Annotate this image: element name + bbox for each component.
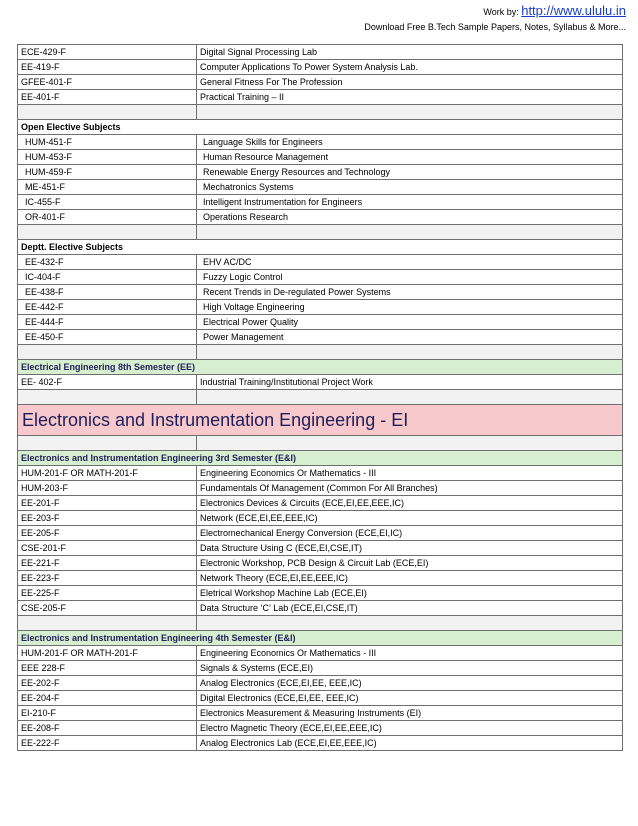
subject-code: HUM-201-F OR MATH-201-F [18,646,197,661]
semester-heading: Electronics and Instrumentation Engineering 4th Semester (E&I) [18,631,623,646]
subject-name: Engineering Economics Or Mathematics - III [197,466,623,481]
semester-heading-row [18,451,623,466]
subject-code: EE-450-F [18,330,197,345]
blank-cell [197,225,623,240]
subject-row [18,556,623,571]
subject-name: Network (ECE,EI,EE,EEE,IC) [197,511,623,526]
subject-name: Electro Magnetic Theory (ECE,EI,EE,EEE,IC) [197,721,623,736]
blank-cell [18,390,197,405]
blank-cell [197,390,623,405]
subject-name: Renewable Energy Resources and Technology [197,165,623,180]
subject-code: HUM-459-F [18,165,197,180]
subject-code: EE-208-F [18,721,197,736]
subject-row [18,706,623,721]
header-credit [364,3,626,19]
subject-row [18,586,623,601]
subject-code: EE-221-F [18,556,197,571]
blank-row [18,345,623,360]
subject-code: EE-202-F [18,676,197,691]
semester-heading-row [18,631,623,646]
subject-code: OR-401-F [18,210,197,225]
section-heading: Deptt. Elective Subjects [18,240,623,255]
subject-name: Eletrical Workshop Machine Lab (ECE,EI) [197,586,623,601]
subject-row [18,481,623,496]
subject-code: HUM-451-F [18,135,197,150]
subject-row [18,315,623,330]
subject-row [18,571,623,586]
subject-name: Electronics Measurement & Measuring Instruments (EI) [197,706,623,721]
subject-code: EE-432-F [18,255,197,270]
subject-name: Digital Signal Processing Lab [197,45,623,60]
semester-heading: Electronics and Instrumentation Engineering 3rd Semester (E&I) [18,451,623,466]
subject-name: Practical Training – II [197,90,623,105]
subject-row [18,375,623,390]
subject-code: GFEE-401-F [18,75,197,90]
subject-code: ECE-429-F [18,45,197,60]
page-header [364,3,626,32]
subject-row [18,180,623,195]
subject-code: EE-223-F [18,571,197,586]
semester-heading: Electrical Engineering 8th Semester (EE) [18,360,623,375]
subject-row [18,45,623,60]
subject-name: Electrical Power Quality [197,315,623,330]
subject-name: General Fitness For The Profession [197,75,623,90]
blank-row [18,105,623,120]
blank-cell [18,105,197,120]
blank-cell [18,616,197,631]
subject-name: Mechatronics Systems [197,180,623,195]
subject-row [18,601,623,616]
subject-row [18,210,623,225]
subject-name: EHV AC/DC [197,255,623,270]
subject-name: Analog Electronics (ECE,EI,EE, EEE,IC) [197,676,623,691]
subject-code: EE-203-F [18,511,197,526]
subject-name: Electronics Devices & Circuits (ECE,EI,EE,EEE,IC) [197,496,623,511]
header-subtitle: Download Free B.Tech Sample Papers, Notes, Syllabus & More... [364,21,626,32]
subject-name: Recent Trends in De-regulated Power Systems [197,285,623,300]
blank-cell [197,436,623,451]
subject-row [18,646,623,661]
blank-cell [18,436,197,451]
subject-code: CSE-201-F [18,541,197,556]
section-heading: Open Elective Subjects [18,120,623,135]
subject-name: Fuzzy Logic Control [197,270,623,285]
subject-row [18,526,623,541]
subject-row [18,255,623,270]
subject-code: EE-442-F [18,300,197,315]
subject-code: CSE-205-F [18,601,197,616]
subject-code: EI-210-F [18,706,197,721]
subject-row [18,466,623,481]
subject-code: EEE 228-F [18,661,197,676]
site-link[interactable]: http://www.ululu.in [521,3,626,18]
subject-row [18,195,623,210]
section-heading-row [18,120,623,135]
blank-cell [18,225,197,240]
subject-name: Data Structure ‘C’ Lab (ECE,EI,CSE,IT) [197,601,623,616]
subject-name: Digital Electronics (ECE,EI,EE, EEE,IC) [197,691,623,706]
subject-row [18,75,623,90]
subject-name: Signals & Systems (ECE,EI) [197,661,623,676]
subject-name: Intelligent Instrumentation for Engineers [197,195,623,210]
subject-code: ME-451-F [18,180,197,195]
semester-heading-row [18,360,623,375]
subject-name: Network Theory (ECE,EI,EE,EEE,IC) [197,571,623,586]
subject-name: Data Structure Using C (ECE,EI,CSE,IT) [197,541,623,556]
subject-name: Electronic Workshop, PCB Design & Circuit Lab (ECE,EI) [197,556,623,571]
blank-cell [18,345,197,360]
subject-name: Analog Electronics Lab (ECE,EI,EE,EEE,IC) [197,736,623,751]
subject-name: High Voltage Engineering [197,300,623,315]
subject-code: EE-201-F [18,496,197,511]
subject-row [18,496,623,511]
subject-row [18,270,623,285]
subject-code: HUM-203-F [18,481,197,496]
subject-row [18,135,623,150]
subject-row [18,721,623,736]
department-title-row [18,405,623,436]
subject-name: Fundamentals Of Management (Common For All Branches) [197,481,623,496]
subject-row [18,90,623,105]
syllabus-table [17,44,623,751]
subject-code: EE-225-F [18,586,197,601]
subject-code: EE- 402-F [18,375,197,390]
department-title: Electronics and Instrumentation Engineering - EI [18,405,623,436]
subject-row [18,691,623,706]
blank-row [18,436,623,451]
subject-code: EE-401-F [18,90,197,105]
section-heading-row [18,240,623,255]
subject-row [18,330,623,345]
subject-row [18,300,623,315]
subject-row [18,285,623,300]
subject-code: HUM-453-F [18,150,197,165]
work-by-label: Work by: [483,7,519,17]
subject-row [18,661,623,676]
subject-code: EE-222-F [18,736,197,751]
subject-row [18,60,623,75]
blank-cell [197,345,623,360]
subject-row [18,150,623,165]
subject-row [18,165,623,180]
subject-name: Power Management [197,330,623,345]
subject-code: HUM-201-F OR MATH-201-F [18,466,197,481]
subject-row [18,676,623,691]
blank-cell [197,616,623,631]
subject-code: EE-444-F [18,315,197,330]
subject-name: Electromechanical Energy Conversion (ECE,EI,IC) [197,526,623,541]
subject-name: Engineering Economics Or Mathematics - III [197,646,623,661]
blank-row [18,390,623,405]
subject-code: EE-204-F [18,691,197,706]
subject-row [18,736,623,751]
subject-name: Language Skills for Engineers [197,135,623,150]
subject-name: Industrial Training/Institutional Project Work [197,375,623,390]
subject-code: EE-438-F [18,285,197,300]
blank-row [18,225,623,240]
blank-row [18,616,623,631]
subject-row [18,541,623,556]
subject-row [18,511,623,526]
subject-name: Human Resource Management [197,150,623,165]
subject-code: EE-419-F [18,60,197,75]
subject-code: IC-455-F [18,195,197,210]
subject-name: Operations Research [197,210,623,225]
subject-code: IC-404-F [18,270,197,285]
blank-cell [197,105,623,120]
subject-name: Computer Applications To Power System Analysis Lab. [197,60,623,75]
subject-code: EE-205-F [18,526,197,541]
